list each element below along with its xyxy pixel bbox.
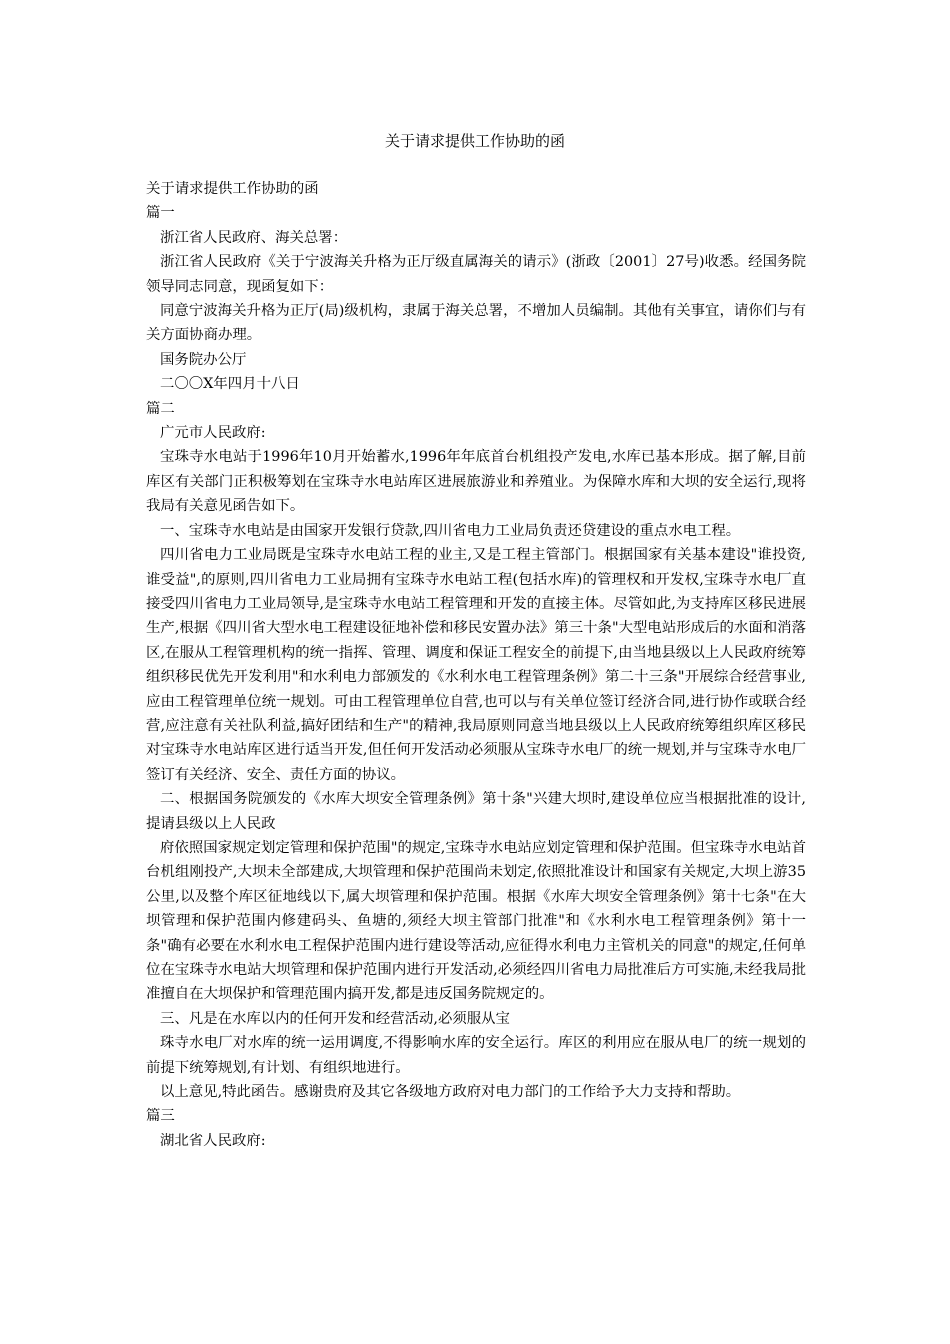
paragraph: 三、凡是在水库以内的任何开发和经营活动,必须服从宝 (160, 1010, 510, 1027)
paragraph: 四川省电力工业局既是宝珠寺水电站工程的业主,又是工程主管部门。根据国家有关基本建设"谁投资,谁受益",的原则,四川省电力工业局拥有宝珠寺水电站工程(包括水库)的管理权和开发权,宝珠寺水电厂直接受四川省电力工业局领导,是宝珠寺水电站工程管理和开发的直接主体。尽管如此,为支持库区移民进展生产,根据《四川省大型水电工程建设征地补偿和移民安置办法》第三十条"大型电站形成后的水面和消落区,在服从工程管理机构的统一指挥、管理、调度和保证工程安全的前提下,由当地县级以上人民政府统筹组织移民优先开发利用"和水利电力部颁发的《水利水电工程管理条例》第二十三条"开展综合经营事业,应由工程管理单位统一规划。可由工程管理单位自营,也可以与有关单位签订经济合同,进行协作或联合经营,应注意有关社队利益,搞好团结和生产"的精神,我局原则同意当地县级以上人民政府统筹组织库区移民对宝珠寺水电站库区进行适当开发,但任何开发活动必须服从宝珠寺水电厂的统一规划,并与宝珠寺水电厂签订有关经济、安全、责任方面的协议。 (146, 547, 806, 783)
paragraph: 宝珠寺水电站于1996年10月开始蓄水,1996年年底首台机组投产发电,水库已基本形成。据了解,目前库区有关部门正积极筹划在宝珠寺水电站库区进展旅游业和养殖业。为保障水库和大坝的安全运行,现将我局有关意见函告如下。 (146, 449, 806, 515)
paragraph: 浙江省人民政府《关于宁波海关升格为正厅级直属海关的请示》(浙政〔2001〕27号)收悉。经国务院领导同志同意，现函复如下： (146, 254, 806, 295)
paragraph: 珠寺水电厂对水库的统一运用调度,不得影响水库的安全运行。库区的利用应在服从电厂的统一规划的前提下统筹规划,有计划、有组织地进行。 (146, 1035, 806, 1076)
paragraph: 篇二 (146, 400, 175, 417)
paragraph: 国务院办公厅 (160, 351, 247, 368)
paragraph: 一、宝珠寺水电站是由国家开发银行贷款,四川省电力工业局负责还贷建设的重点水电工程。 (160, 522, 741, 539)
paragraph: 府依照国家规定划定管理和保护范围"的规定,宝珠寺水电站应划定管理和保护范围。但宝珠寺水电站首台机组刚投产,大坝未全部建成,大坝管理和保护范围尚未划定,依照批准设计和国家有关规定,大坝上游35公里,以及整个库区征地线以下,属大坝管理和保护范围。根据《水库大坝安全管理条例》第十七条"在大坝管理和保护范围内修建码头、鱼塘的,须经大坝主管部门批准"和《水利水电工程管理条例》第十一条"确有必要在水利水电工程保护范围内进行建设等活动,应征得水利电力主管机关的同意"的规定,任何单位在宝珠寺水电站大坝管理和保护范围内进行开发活动,必须经四川省电力局批准后方可实施,未经我局批准擅自在大坝保护和管理范围内搞开发,都是违反国务院规定的。 (146, 839, 806, 1003)
paragraph: 篇三 (146, 1108, 175, 1125)
paragraph: 篇一 (146, 205, 175, 222)
paragraph: 同意宁波海关升格为正厅(局)级机构，隶属于海关总署，不增加人员编制。其他有关事宜，请你们与有关方面协商办理。 (146, 303, 806, 344)
paragraph: 浙江省人民政府、海关总署： (160, 229, 348, 246)
paragraph: 二、根据国务院颁发的《水库大坝安全管理条例》第十条"兴建大坝时,建设单位应当根据批准的设计,提请县级以上人民政 (146, 791, 806, 832)
paragraph: 湖北省人民政府: (160, 1132, 266, 1149)
paragraph: 广元市人民政府: (160, 425, 266, 442)
paragraph: 以上意见,特此函告。感谢贵府及其它各级地方政府对电力部门的工作给予大力支持和帮助。 (160, 1084, 741, 1101)
paragraph: 二〇〇X年四月十八日 (160, 376, 300, 393)
document-body (146, 177, 806, 1153)
document-title: 关于请求提供工作协助的函 (384, 132, 565, 150)
paragraph: 关于请求提供工作协助的函 (146, 181, 319, 197)
